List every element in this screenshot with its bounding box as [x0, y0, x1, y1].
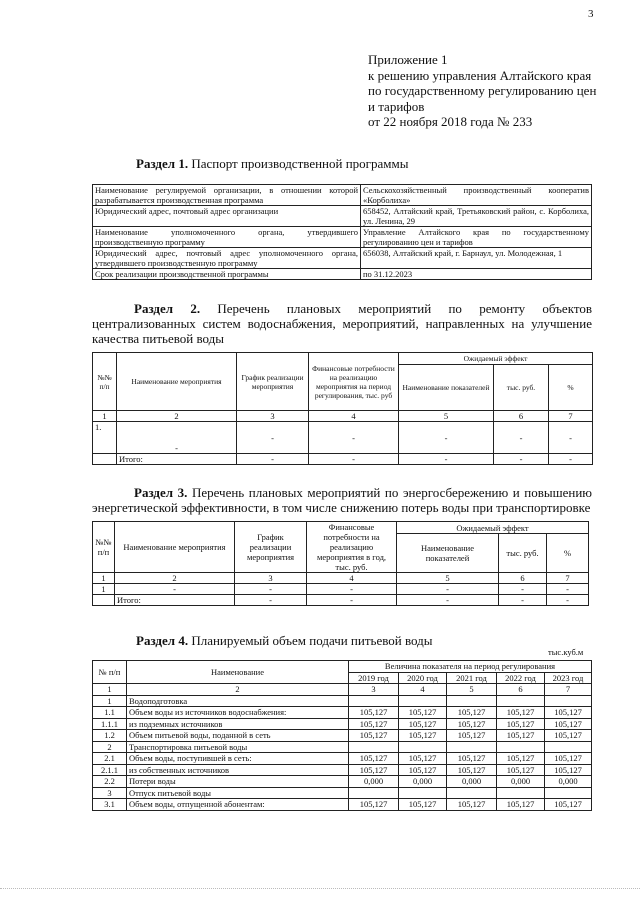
row-value: 0,000: [447, 776, 497, 788]
row-num: 1: [93, 584, 115, 595]
appendix-line: Приложение 1: [368, 52, 448, 67]
row-value: 105,127: [349, 718, 399, 730]
unit-label: тыс.куб.м: [548, 647, 584, 657]
section4-label: Раздел 4.: [136, 633, 189, 648]
total-percent: -: [547, 595, 589, 606]
row-value: 105,127: [497, 730, 545, 742]
table-header-row: [93, 522, 589, 534]
col-effect-header: Ожидаемый эффект: [397, 522, 589, 534]
col-number: 4: [307, 573, 397, 584]
col-thousand-header: тыс. руб.: [499, 534, 547, 573]
year-header: 2023 год: [545, 672, 592, 684]
row-num: 3.1: [93, 799, 127, 811]
col-number: 1: [93, 411, 117, 422]
row-num: 1.2: [93, 730, 127, 742]
row-value: [349, 695, 399, 707]
passport-key: Юридический адрес, почтовый адрес организации: [93, 206, 361, 227]
row-value: 105,127: [545, 799, 592, 811]
col-num-header: № п/п: [93, 661, 127, 684]
table-header-row: [93, 353, 593, 365]
row-num: 1: [93, 695, 127, 707]
col-name-header: Наименование: [127, 661, 349, 684]
total-row: [93, 454, 593, 465]
row-value: 105,127: [447, 718, 497, 730]
row-value: 105,127: [349, 730, 399, 742]
col-name-header: Наименование мероприятия: [117, 353, 237, 411]
year-header: 2022 год: [497, 672, 545, 684]
col-period-header: Величина показателя на период регулирования: [349, 661, 592, 673]
year-header: 2019 год: [349, 672, 399, 684]
row-value: [497, 695, 545, 707]
passport-value: 656038, Алтайский край, г. Барнаул, ул. Молодежная, 1: [361, 248, 592, 269]
row-value: 105,127: [447, 799, 497, 811]
table-row: [93, 753, 592, 765]
row-value: [497, 787, 545, 799]
row-value: [349, 787, 399, 799]
section2-table: [92, 352, 593, 465]
total-schedule: -: [235, 595, 307, 606]
appendix-line: от 22 ноября 2018 года № 233: [368, 114, 533, 129]
row-value: 105,127: [349, 799, 399, 811]
row-value: 0,000: [399, 776, 447, 788]
empty-cell: [93, 454, 117, 465]
row-value: 105,127: [447, 707, 497, 719]
total-label: Итого:: [115, 595, 235, 606]
row-num: 1.1: [93, 707, 127, 719]
row-name: Транспортировка питьевой воды: [127, 741, 349, 753]
col-number: 6: [499, 573, 547, 584]
col-number: 4: [399, 684, 447, 696]
row-value: 105,127: [349, 707, 399, 719]
passport-table: [92, 184, 592, 280]
table-row: [93, 776, 592, 788]
row-value: [399, 787, 447, 799]
column-numbers-row: [93, 684, 592, 696]
total-finance: -: [309, 454, 399, 465]
col-percent-header: %: [549, 365, 593, 411]
table-row: [93, 227, 592, 248]
col-number: 2: [115, 573, 235, 584]
row-value: 105,127: [349, 753, 399, 765]
row-value: [447, 787, 497, 799]
empty-cell: [93, 595, 115, 606]
total-finance: -: [307, 595, 397, 606]
col-name-header: Наименование мероприятия: [115, 522, 235, 573]
table-row: [93, 269, 592, 280]
col-number: 7: [547, 573, 589, 584]
row-value: 105,127: [399, 799, 447, 811]
row-value: 105,127: [399, 764, 447, 776]
row-name: Отпуск питьевой воды: [127, 787, 349, 799]
passport-key: Юридический адрес, почтовый адрес уполномоченного органа, утвердившего производственную программу: [93, 248, 361, 269]
total-label: Итого:: [117, 454, 237, 465]
row-value: 105,127: [447, 730, 497, 742]
row-finance: -: [309, 422, 399, 454]
appendix-line: к решению управления Алтайского края: [368, 67, 592, 83]
row-value: 105,127: [447, 753, 497, 765]
passport-value: Управление Алтайского края по государственному регулированию цен и тарифов: [361, 227, 592, 248]
col-number: 4: [309, 411, 399, 422]
table-row: [93, 799, 592, 811]
row-value: [349, 741, 399, 753]
section1-label: Раздел 1.: [136, 156, 189, 171]
total-indicator: -: [399, 454, 494, 465]
row-num: 2: [93, 741, 127, 753]
page-number: 3: [588, 8, 594, 20]
col-thousand-header: тыс. руб.: [494, 365, 549, 411]
row-num: 2.1.1: [93, 764, 127, 776]
row-name: из собственных источников: [127, 764, 349, 776]
row-name: Объем воды, отпущенной абонентам:: [127, 799, 349, 811]
passport-value: по 31.12.2023: [361, 269, 592, 280]
row-indicator: -: [397, 584, 499, 595]
total-schedule: -: [237, 454, 309, 465]
row-value: 105,127: [497, 707, 545, 719]
section2-heading: [92, 301, 592, 346]
appendix-line: и тарифов: [368, 98, 425, 114]
section4-title: Планируемый объем подачи питьевой воды: [191, 633, 433, 648]
row-value: [545, 741, 592, 753]
table-row: [93, 248, 592, 269]
col-number: 3: [349, 684, 399, 696]
column-numbers-row: [93, 411, 593, 422]
row-value: [399, 695, 447, 707]
row-value: [545, 787, 592, 799]
row-num: 1.: [93, 422, 117, 454]
table-row: [93, 707, 592, 719]
row-name: -: [117, 422, 237, 454]
section1-heading: [136, 156, 408, 172]
row-value: 105,127: [545, 764, 592, 776]
col-number: 1: [93, 573, 115, 584]
col-number: 5: [447, 684, 497, 696]
table-row: [93, 695, 592, 707]
table-row: [93, 422, 593, 454]
row-value: [497, 741, 545, 753]
row-value: 105,127: [349, 764, 399, 776]
col-number: 2: [127, 684, 349, 696]
row-value: 105,127: [497, 753, 545, 765]
row-schedule: -: [235, 584, 307, 595]
row-value: [399, 741, 447, 753]
row-percent: -: [547, 584, 589, 595]
row-value: 0,000: [545, 776, 592, 788]
row-name: Потери воды: [127, 776, 349, 788]
row-name: -: [115, 584, 235, 595]
passport-value: 658452, Алтайский край, Третьяковский район, с. Корболиха, ул. Ленина, 29: [361, 206, 592, 227]
row-value: [447, 695, 497, 707]
row-value: 105,127: [497, 764, 545, 776]
col-number: 6: [497, 684, 545, 696]
table-row: [93, 730, 592, 742]
table-row: [93, 584, 589, 595]
row-name: Объем воды из источников водоснабжения:: [127, 707, 349, 719]
section2-title: Перечень плановых мероприятий по ремонту объектов централизованных систем водоснабжения, мероприятий, направленных на улучшение качества питьевой воды: [92, 301, 592, 346]
row-percent: -: [549, 422, 593, 454]
row-value: 105,127: [399, 730, 447, 742]
col-schedule-header: График реализации мероприятия: [237, 353, 309, 411]
col-number: 6: [494, 411, 549, 422]
total-thousand: -: [494, 454, 549, 465]
year-header: 2020 год: [399, 672, 447, 684]
table-row: [93, 741, 592, 753]
section3-heading: [92, 485, 592, 515]
section4-table: [92, 660, 592, 811]
row-value: 105,127: [545, 707, 592, 719]
col-indicator-header: Наименование показателей: [399, 365, 494, 411]
col-percent-header: %: [547, 534, 589, 573]
col-number: 3: [235, 573, 307, 584]
table-row: [93, 718, 592, 730]
row-name: Объем воды, поступившей в сеть:: [127, 753, 349, 765]
col-number: 5: [399, 411, 494, 422]
section3-label: Раздел 3.: [134, 485, 188, 500]
table-row: [93, 764, 592, 776]
passport-key: Наименование уполномоченного органа, утвердившего производственную программу: [93, 227, 361, 248]
row-value: 105,127: [545, 718, 592, 730]
total-percent: -: [549, 454, 593, 465]
section3-title: Перечень плановых мероприятий по энергосбережению и повышению энергетической эффективности, в том числе снижению потерь воды при транспортировке: [92, 485, 592, 515]
table-row: [93, 206, 592, 227]
col-indicator-header: Наименование показателей: [397, 534, 499, 573]
row-name: Водоподготовка: [127, 695, 349, 707]
passport-key: Наименование регулируемой организации, в отношении которой разрабатывается производственная программа: [93, 185, 361, 206]
col-number: 5: [397, 573, 499, 584]
col-finance-header: Финансовые потребности на реализацию мероприятия на период регулирования, тыс. руб: [309, 353, 399, 411]
table-row: [93, 787, 592, 799]
row-thousand: -: [499, 584, 547, 595]
row-num: 3: [93, 787, 127, 799]
row-value: [545, 695, 592, 707]
row-num: 2.1: [93, 753, 127, 765]
total-row: [93, 595, 589, 606]
section4-heading: [136, 633, 433, 649]
appendix-line: по государственному регулированию цен: [368, 83, 597, 98]
passport-value: Сельскохозяйственный производственный кооператив «Корболиха»: [361, 185, 592, 206]
appendix-header: [368, 52, 596, 130]
col-number: 1: [93, 684, 127, 696]
col-num-header: №№ п/п: [93, 353, 117, 411]
row-schedule: -: [237, 422, 309, 454]
row-name: из подземных источников: [127, 718, 349, 730]
section2-label: Раздел 2.: [134, 301, 201, 316]
row-finance: -: [307, 584, 397, 595]
row-value: 0,000: [349, 776, 399, 788]
row-value: 0,000: [497, 776, 545, 788]
section4-body: [93, 695, 592, 810]
page-bottom-divider: [0, 888, 640, 889]
row-value: 105,127: [545, 730, 592, 742]
row-name: Объем питьевой воды, поданной в сеть: [127, 730, 349, 742]
row-value: 105,127: [447, 764, 497, 776]
row-num: 2.2: [93, 776, 127, 788]
row-value: 105,127: [399, 718, 447, 730]
col-effect-header: Ожидаемый эффект: [399, 353, 593, 365]
total-indicator: -: [397, 595, 499, 606]
col-number: 2: [117, 411, 237, 422]
column-numbers-row: [93, 573, 589, 584]
table-header-row: [93, 661, 592, 673]
row-value: [447, 741, 497, 753]
col-number: 7: [549, 411, 593, 422]
col-num-header: №№ п/п: [93, 522, 115, 573]
row-num: 1.1.1: [93, 718, 127, 730]
section1-title: Паспорт производственной программы: [191, 156, 409, 171]
section3-table: [92, 521, 589, 606]
col-schedule-header: График реализации мероприятия: [235, 522, 307, 573]
row-value: 105,127: [399, 707, 447, 719]
passport-key: Срок реализации производственной программы: [93, 269, 361, 280]
row-value: 105,127: [545, 753, 592, 765]
row-value: 105,127: [497, 799, 545, 811]
year-header: 2021 год: [447, 672, 497, 684]
row-thousand: -: [494, 422, 549, 454]
col-finance-header: Финансовые потребности на реализацию мероприятия в год, тыс. руб.: [307, 522, 397, 573]
col-number: 3: [237, 411, 309, 422]
table-row: [93, 185, 592, 206]
col-number: 7: [545, 684, 592, 696]
row-value: 105,127: [399, 753, 447, 765]
total-thousand: -: [499, 595, 547, 606]
row-indicator: -: [399, 422, 494, 454]
row-value: 105,127: [497, 718, 545, 730]
